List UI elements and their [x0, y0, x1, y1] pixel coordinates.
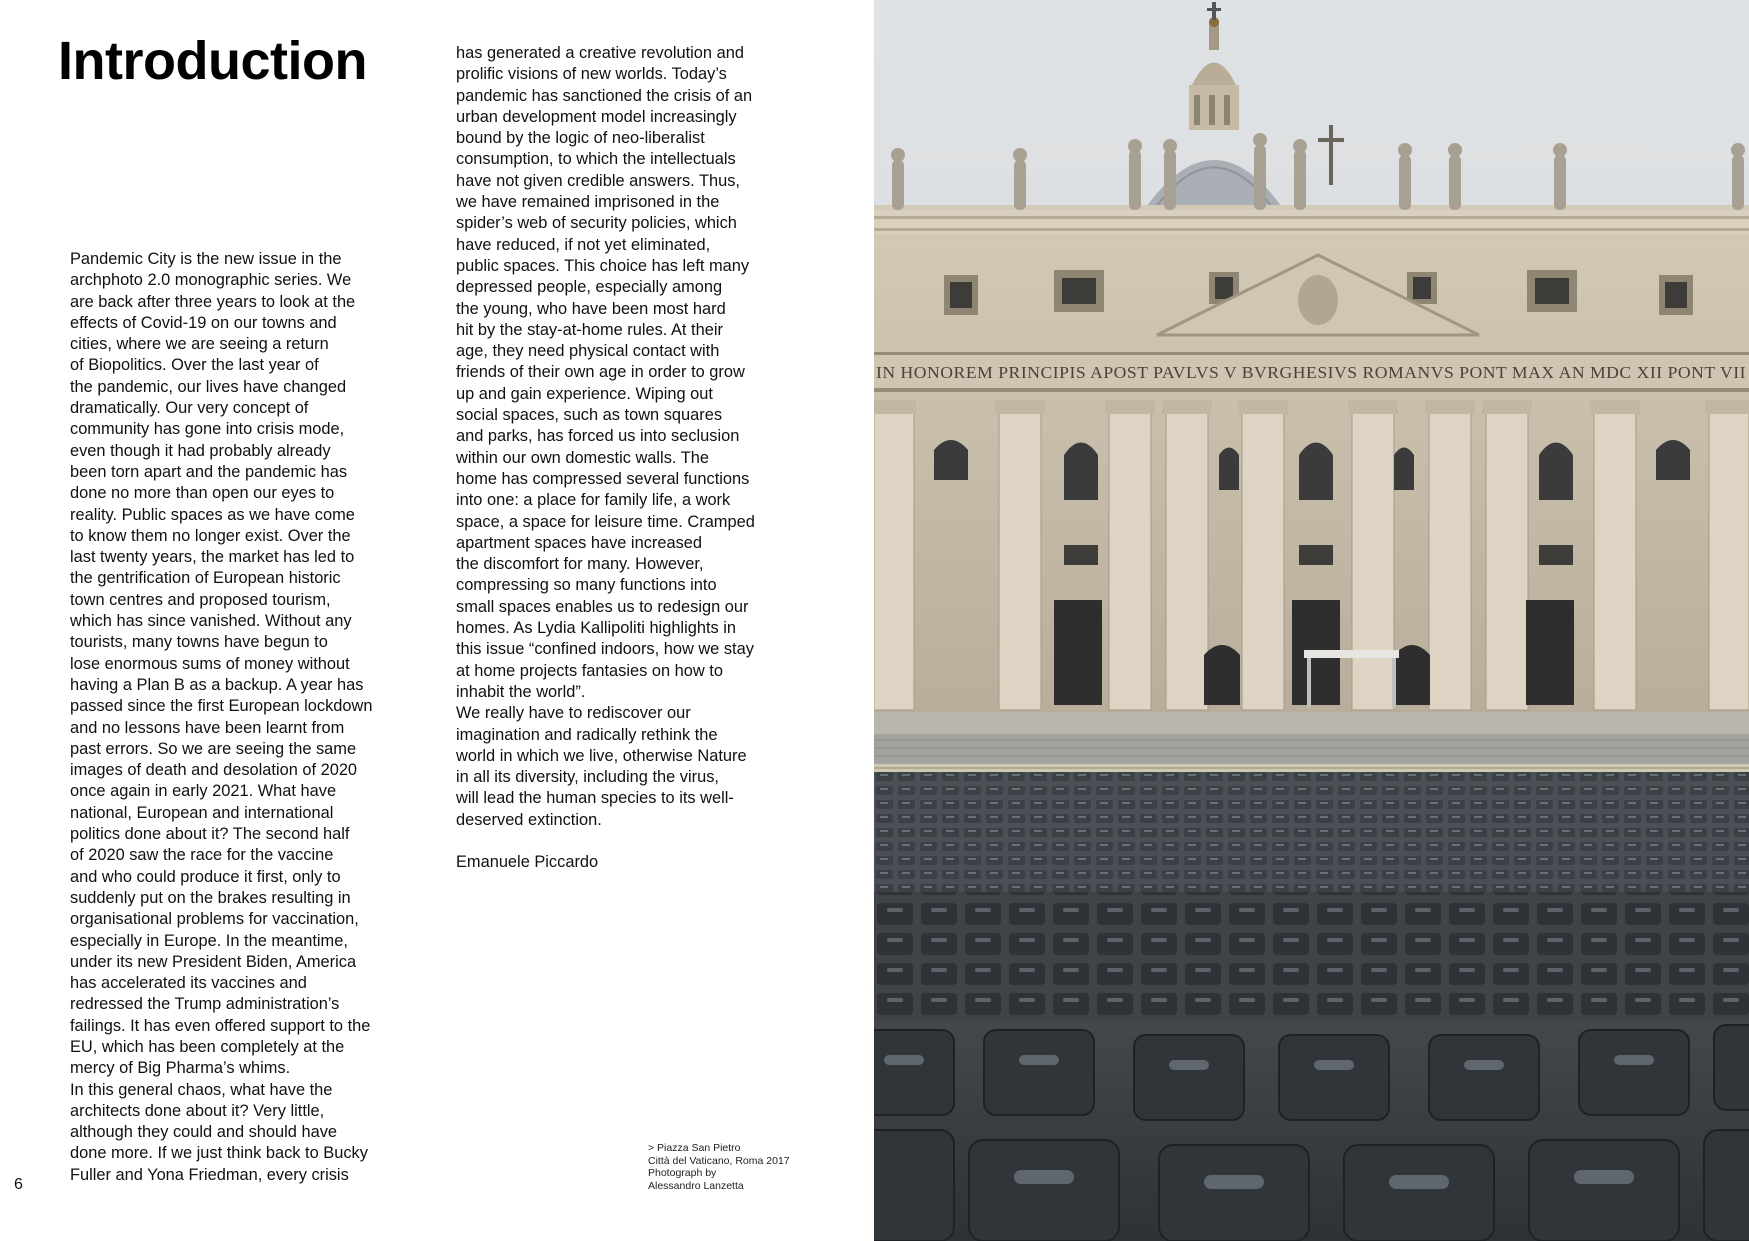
text-line: imagination and radically rethink the — [456, 725, 718, 744]
text-line: images of death and desolation of 2020 — [70, 761, 358, 780]
text-line: tourists, many towns have begun to — [70, 633, 328, 652]
caption-line: Città del Vaticano, Roma 2017 — [648, 1154, 790, 1167]
text-line: Fuller and Yona Friedman, every crisis — [70, 1165, 349, 1184]
caption-line: > Piazza San Pietro — [648, 1142, 741, 1154]
text-line: Pandemic City is the new issue in the — [70, 250, 342, 268]
text-line: and parks, has forced us into seclusion — [456, 427, 740, 446]
text-line: redressed the Trump administration’s — [70, 995, 340, 1014]
text-line: the pandemic, our lives have changed — [70, 377, 347, 396]
text-line: will lead the human species to its well- — [456, 789, 734, 808]
text-line: architects done about it? Very little, — [70, 1101, 325, 1120]
text-line: cities, where we are seeing a return — [70, 335, 329, 354]
text-line: have reduced, if not yet eliminated, — [456, 235, 711, 254]
caption-line: Photograph by — [648, 1167, 717, 1179]
text-line: under its new President Biden, America — [70, 952, 357, 971]
text-line: have not given credible answers. Thus, — [456, 171, 740, 190]
text-line: the gentrification of European historic — [70, 569, 341, 588]
text-line: at home projects fantasies on how to — [456, 661, 723, 680]
author-signature: Emanuele Piccardo — [456, 852, 599, 871]
text-line: national, European and international — [70, 803, 334, 822]
text-line: In this general chaos, what have the — [70, 1080, 333, 1099]
text-line: We really have to rediscover our — [456, 704, 691, 723]
text-line: into one: a place for family life, a work — [456, 491, 731, 510]
text-column-2 — [456, 43, 812, 873]
text-line: done no more than open our eyes to — [70, 484, 335, 503]
text-line: and no lessons have been learnt from — [70, 718, 345, 737]
text-line: compressing so many functions into — [456, 576, 717, 595]
text-line: apartment spaces have increased — [456, 533, 703, 552]
text-line: consumption, to which the intellectuals — [456, 150, 736, 169]
text-line: depressed people, especially among — [456, 278, 723, 297]
text-line: space, a space for leisure time. Cramped — [456, 512, 755, 531]
text-line: urban development model increasingly — [456, 107, 737, 126]
text-line: has generated a creative revolution and — [456, 44, 744, 62]
text-line: world in which we live, otherwise Nature — [456, 746, 747, 765]
text-line: the discomfort for many. However, — [456, 555, 704, 574]
text-line: this issue “confined indoors, how we stay — [456, 640, 754, 659]
text-line: organisational problems for vaccination, — [70, 910, 359, 929]
text-line: spider’s web of security policies, which — [456, 214, 737, 233]
text-line: of Biopolitics. Over the last year of — [70, 356, 319, 375]
text-line: although they could and should have — [70, 1123, 338, 1142]
text-line: has accelerated its vaccines and — [70, 974, 307, 993]
text-line: deserved extinction. — [456, 810, 602, 829]
text-line: passed since the first European lockdown — [70, 697, 373, 716]
left-page — [0, 0, 874, 1241]
text-line: in all its diversity, including the virus, — [456, 768, 719, 787]
text-line: we have remained imprisoned in the — [456, 193, 720, 212]
text-line: pandemic has sanctioned the crisis of an — [456, 86, 753, 105]
steps — [874, 712, 1749, 734]
basilica-illustration — [874, 0, 1749, 1241]
text-line: bound by the logic of neo-liberalist — [456, 129, 705, 148]
text-line: home has compressed several functions — [456, 469, 750, 488]
text-line: and who could produce it first, only to — [70, 867, 341, 886]
text-line: social spaces, such as town squares — [456, 406, 723, 425]
text-line: within our own domestic walls. The — [456, 448, 709, 467]
caption-line: Alessandro Lanzetta — [648, 1179, 744, 1192]
text-line: inhabit the world”. — [456, 682, 586, 701]
text-line: prolific visions of new worlds. Today’s — [456, 65, 727, 84]
text-line: up and gain experience. Wiping out — [456, 384, 713, 403]
text-line: are back after three years to look at the — [70, 292, 356, 311]
text-line: politics done about it? The second half — [70, 825, 350, 844]
text-line: reality. Public spaces as we have come — [70, 505, 355, 524]
chairs-far — [874, 772, 1749, 892]
text-line: lose enormous sums of money without — [70, 654, 350, 673]
page-title: Introduction — [58, 31, 367, 91]
text-line: small spaces enables us to redesign our — [456, 597, 749, 616]
text-line: which has since vanished. Without any — [70, 612, 352, 631]
text-line: homes. As Lydia Kallipoliti highlights in — [456, 619, 737, 638]
text-line: community has gone into crisis mode, — [70, 420, 345, 439]
photograph-st-peters-square — [874, 0, 1749, 1241]
text-line: mercy of Big Pharma’s whims. — [70, 1059, 291, 1078]
page-number: 6 — [14, 1176, 23, 1193]
text-column-1 — [70, 249, 426, 1186]
facade-inscription: IN HONOREM PRINCIPIS APOST PAVLVS V BVRGHESIVS ROMANVS PONT MAX AN MDC XII PONT VII — [876, 363, 1746, 382]
text-line: done more. If we just think back to Bucky — [70, 1144, 368, 1163]
text-line: age, they need physical contact with — [456, 342, 720, 361]
text-line: once again in early 2021. What have — [70, 782, 337, 801]
text-line: dramatically. Our very concept of — [70, 399, 309, 418]
text-line: suddenly put on the brakes resulting in — [70, 888, 351, 907]
text-line: archphoto 2.0 monographic series. We — [70, 271, 352, 290]
text-line: friends of their own age in order to grow — [456, 363, 745, 382]
text-line: failings. It has even offered support to the — [70, 1016, 371, 1035]
canopy — [1304, 650, 1399, 658]
chairs-mid — [874, 892, 1749, 1022]
photo-caption — [648, 1142, 848, 1192]
text-line: especially in Europe. In the meantime, — [70, 931, 348, 950]
text-line: of 2020 saw the race for the vaccine — [70, 846, 334, 865]
text-line: effects of Covid-19 on our towns and — [70, 313, 337, 332]
text-line: to know them no longer exist. Over the — [70, 526, 351, 545]
text-line: even though it had probably already — [70, 441, 331, 460]
text-line: past errors. So we are seeing the same — [70, 739, 357, 758]
text-line: the young, who have been most hard — [456, 299, 726, 318]
text-line: town centres and proposed tourism, — [70, 590, 331, 609]
text-line: last twenty years, the market has led to — [70, 548, 355, 567]
text-line: EU, which has been completely at the — [70, 1037, 345, 1056]
text-line: having a Plan B as a backup. A year has — [70, 675, 364, 694]
text-line: public spaces. This choice has left many — [456, 256, 750, 275]
text-line: hit by the stay-at-home rules. At their — [456, 320, 723, 339]
text-line: been torn apart and the pandemic has — [70, 462, 348, 481]
